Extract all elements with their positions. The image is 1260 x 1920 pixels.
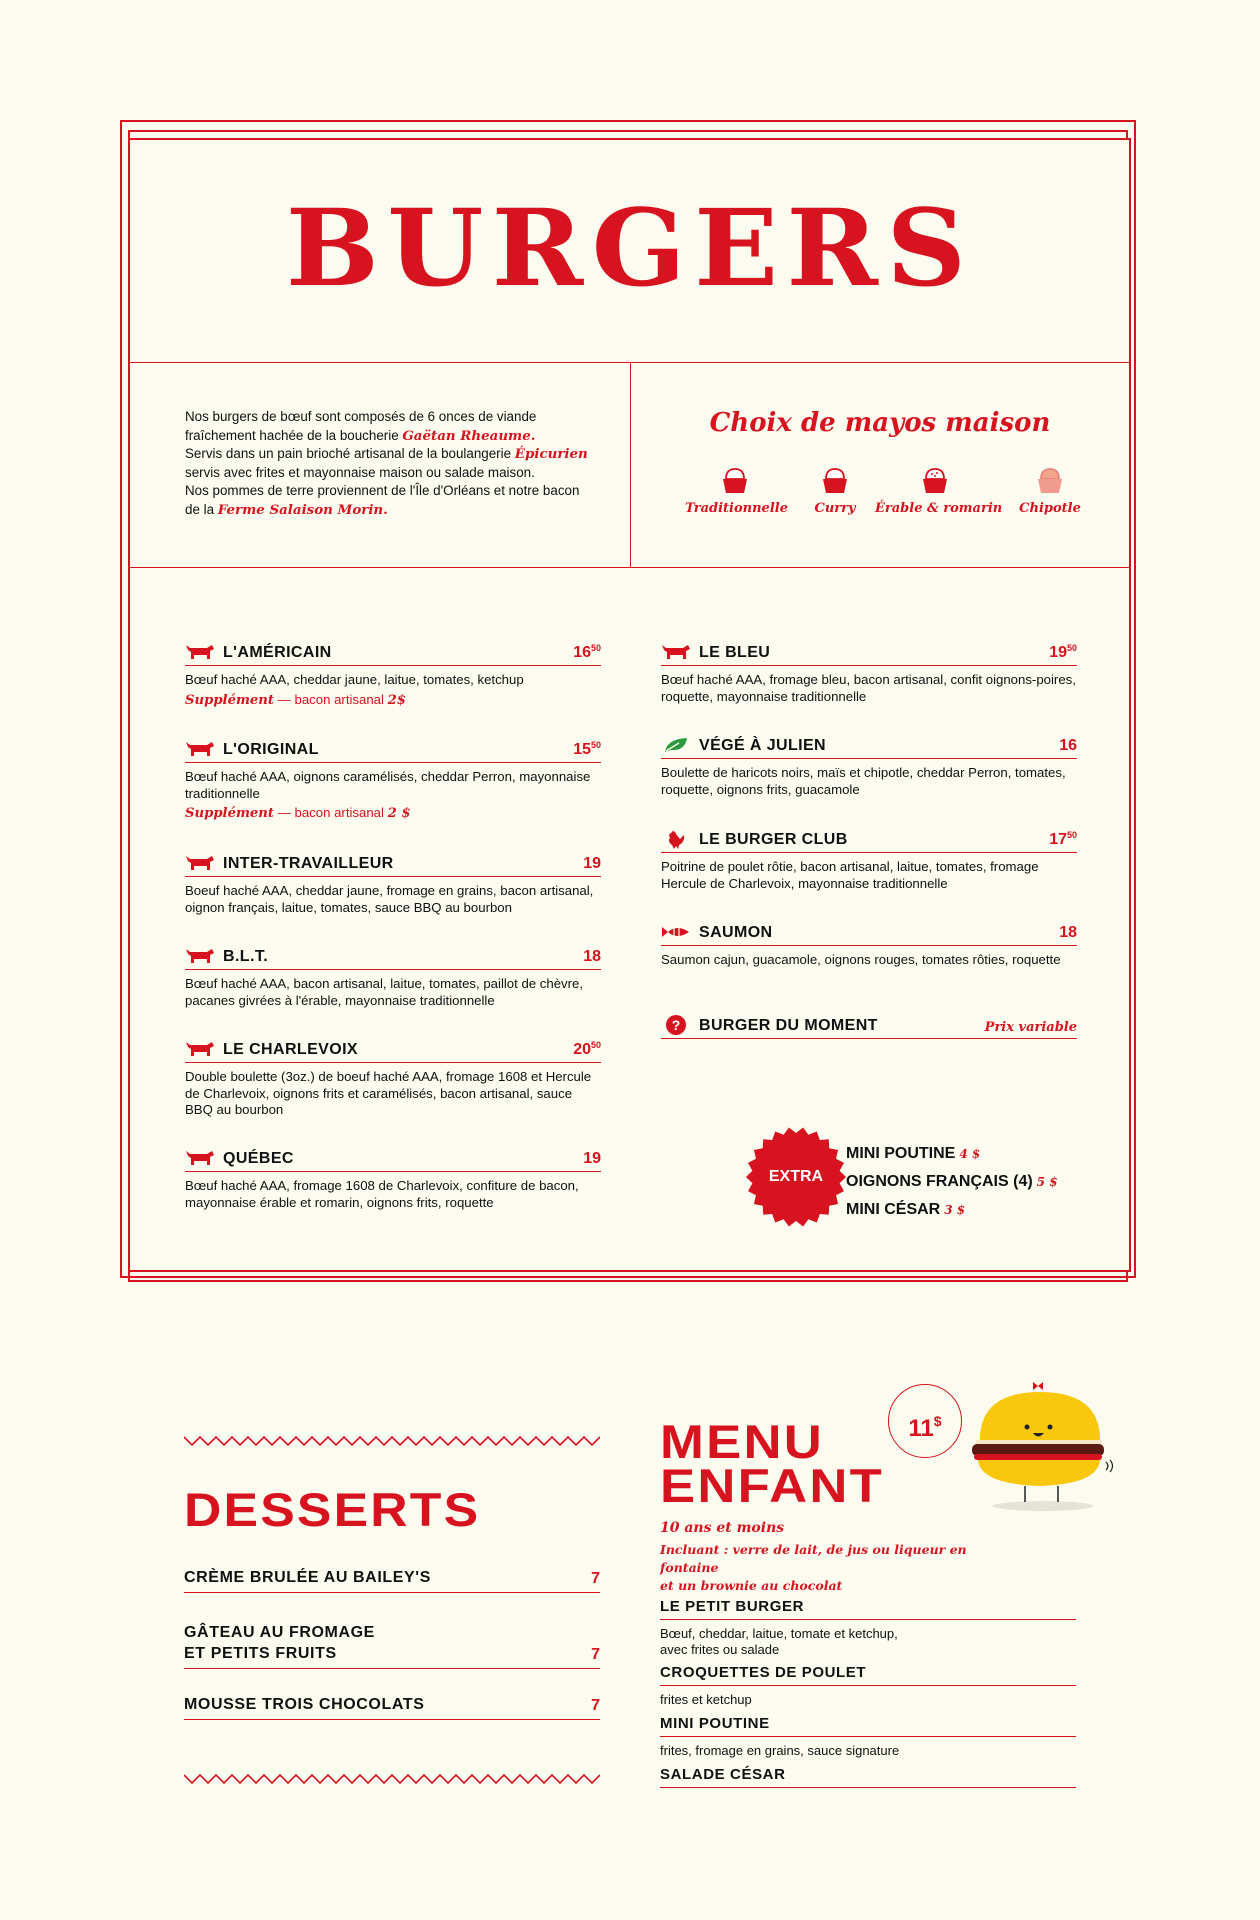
- cow-icon: [185, 1148, 215, 1168]
- cow-icon: [185, 1039, 215, 1059]
- kids-included: Incluant : verre de lait, de jus ou liqueur en fontaine et un brownie au chocolat: [660, 1542, 967, 1593]
- burger-item: SAUMON 18 Saumon cajun, guacamole, oignons rouges, tomates rôties, roquette: [661, 918, 1077, 969]
- kids-price: 11$: [888, 1384, 962, 1458]
- kids-item: SALADE CÉSAR: [660, 1766, 1076, 1788]
- divider: [130, 567, 1130, 568]
- mayo-cup-icon: [920, 465, 950, 497]
- burger-item: LE BURGER CLUB $17^{50}$ Poitrine de poulet rôtie, bacon artisanal, laitue, tomates, fromage Hercule de Charlevoix, mayonnaise traditionnelle: [661, 825, 1077, 892]
- page-title: BURGERS: [285, 185, 975, 310]
- mayo-cup-icon: [1035, 465, 1065, 497]
- cow-icon: [185, 853, 215, 873]
- burger-item: VÉGÉ À JULIEN 16 Boulette de haricots noirs, maïs et chipotle, cheddar Perron, tomates, roquette, oignons frits, guacamole: [661, 731, 1077, 798]
- cow-icon: [661, 642, 691, 662]
- kids-item: MINI POUTINE frites, fromage en grains, sauce signature: [660, 1715, 1076, 1759]
- extra-item: MINI POUTINE 4 $: [846, 1145, 981, 1162]
- fish-icon: [661, 922, 691, 942]
- burger-item: QUÉBEC 19 Bœuf haché AAA, fromage 1608 de Charlevoix, confiture de bacon, mayonnaise érable et romarin, oignons frits, roquette: [185, 1144, 601, 1211]
- burgers-panel: [128, 138, 1131, 1272]
- burger-item: INTER-TRAVAILLEUR 19 Boeuf haché AAA, cheddar jaune, fromage en grains, bacon artisanal, oignon français, laitue, tomates, sauce BBQ au bourbon: [185, 849, 601, 916]
- divider: [630, 362, 631, 567]
- svg-text:?: ?: [671, 1017, 681, 1033]
- extra-item: OIGNONS FRANÇAIS (4) 5 $: [846, 1173, 1058, 1190]
- cow-icon: [185, 946, 215, 966]
- cow-icon: [185, 642, 215, 662]
- dessert-item: CRÈME BRULÉE AU BAILEY'S 7: [184, 1567, 600, 1593]
- leaf-icon: [661, 735, 691, 755]
- mayo-erable-romarin: Érable & romarin: [875, 465, 995, 516]
- burger-item: LE CHARLEVOIX $20^{50}$ Double boulette (3oz.) de boeuf haché AAA, fromage 1608 et Hercule de Charlevoix, oignons frits et caramélisés, bacon artisanal, sauce BBQ au bourbon: [185, 1035, 601, 1119]
- kids-age: 10 ans et moins: [660, 1520, 785, 1536]
- intro-text: Nos burgers de bœuf sont composés de 6 onces de viande fraîchement hachée de la boucherie Gaëtan Rheaume. Servis dans un pain brioché artisanal de la boulangerie Épicurien servis avec frites et mayonnaise maison ou salade maison. Nos pommes de terre proviennent de l'Île d'Orléans et notre bacon de la Ferme Salaison Morin.: [185, 409, 588, 518]
- mayo-title: Choix de mayos maison: [709, 408, 1051, 438]
- question-icon: [661, 1015, 691, 1035]
- burger-item: L'ORIGINAL $15^{50}$ Bœuf haché AAA, oignons caramélisés, cheddar Perron, mayonnaise traditionnelle Supplément — bacon artisanal 2 $: [185, 735, 601, 821]
- burger-mascot-icon: [970, 1378, 1120, 1513]
- extra-badge: EXTRA: [745, 1126, 847, 1228]
- zigzag-divider: [184, 1772, 600, 1786]
- burger-item: B.L.T. 18 Bœuf haché AAA, bacon artisanal, laitue, tomates, paillot de chèvre, pacanes givrées à l'érable, mayonnaise traditionnelle: [185, 942, 601, 1009]
- mayo-chipotle: Chipotle: [1010, 465, 1090, 516]
- extra-item: MINI CÉSAR 3 $: [846, 1201, 966, 1218]
- dessert-item: GÂTEAU AU FROMAGE ET PETITS FRUITS 7: [184, 1622, 600, 1669]
- kids-item: LE PETIT BURGER Bœuf, cheddar, laitue, tomate et ketchup, avec frites ou salade: [660, 1598, 1076, 1658]
- cow-icon: [185, 739, 215, 759]
- mayo-traditionnelle: Traditionnelle: [685, 465, 785, 516]
- burger-item: L'AMÉRICAIN $16^{50}$ Bœuf haché AAA, cheddar jaune, laitue, tomates, ketchup Supplément — bacon artisanal 2$: [185, 638, 601, 708]
- mayo-curry: Curry: [805, 465, 865, 516]
- extra-list: [846, 1140, 1058, 1224]
- kids-menu-title: MENU ENFANT: [660, 1415, 884, 1512]
- kids-item: CROQUETTES DE POULET frites et ketchup: [660, 1664, 1076, 1708]
- burger-item: ? BURGER DU MOMENT Prix variable: [661, 1011, 1077, 1039]
- zigzag-divider: [184, 1434, 600, 1448]
- burger-item: LE BLEU $19^{50}$ Bœuf haché AAA, fromage bleu, bacon artisanal, confit oignons-poires, roquette, mayonnaise traditionnelle: [661, 638, 1077, 705]
- mayo-cup-icon: [820, 465, 850, 497]
- dessert-item: MOUSSE TROIS CHOCOLATS 7: [184, 1694, 600, 1720]
- mayo-cup-icon: [720, 465, 750, 497]
- desserts-title: DESSERTS: [184, 1483, 481, 1536]
- chicken-icon: [661, 829, 691, 849]
